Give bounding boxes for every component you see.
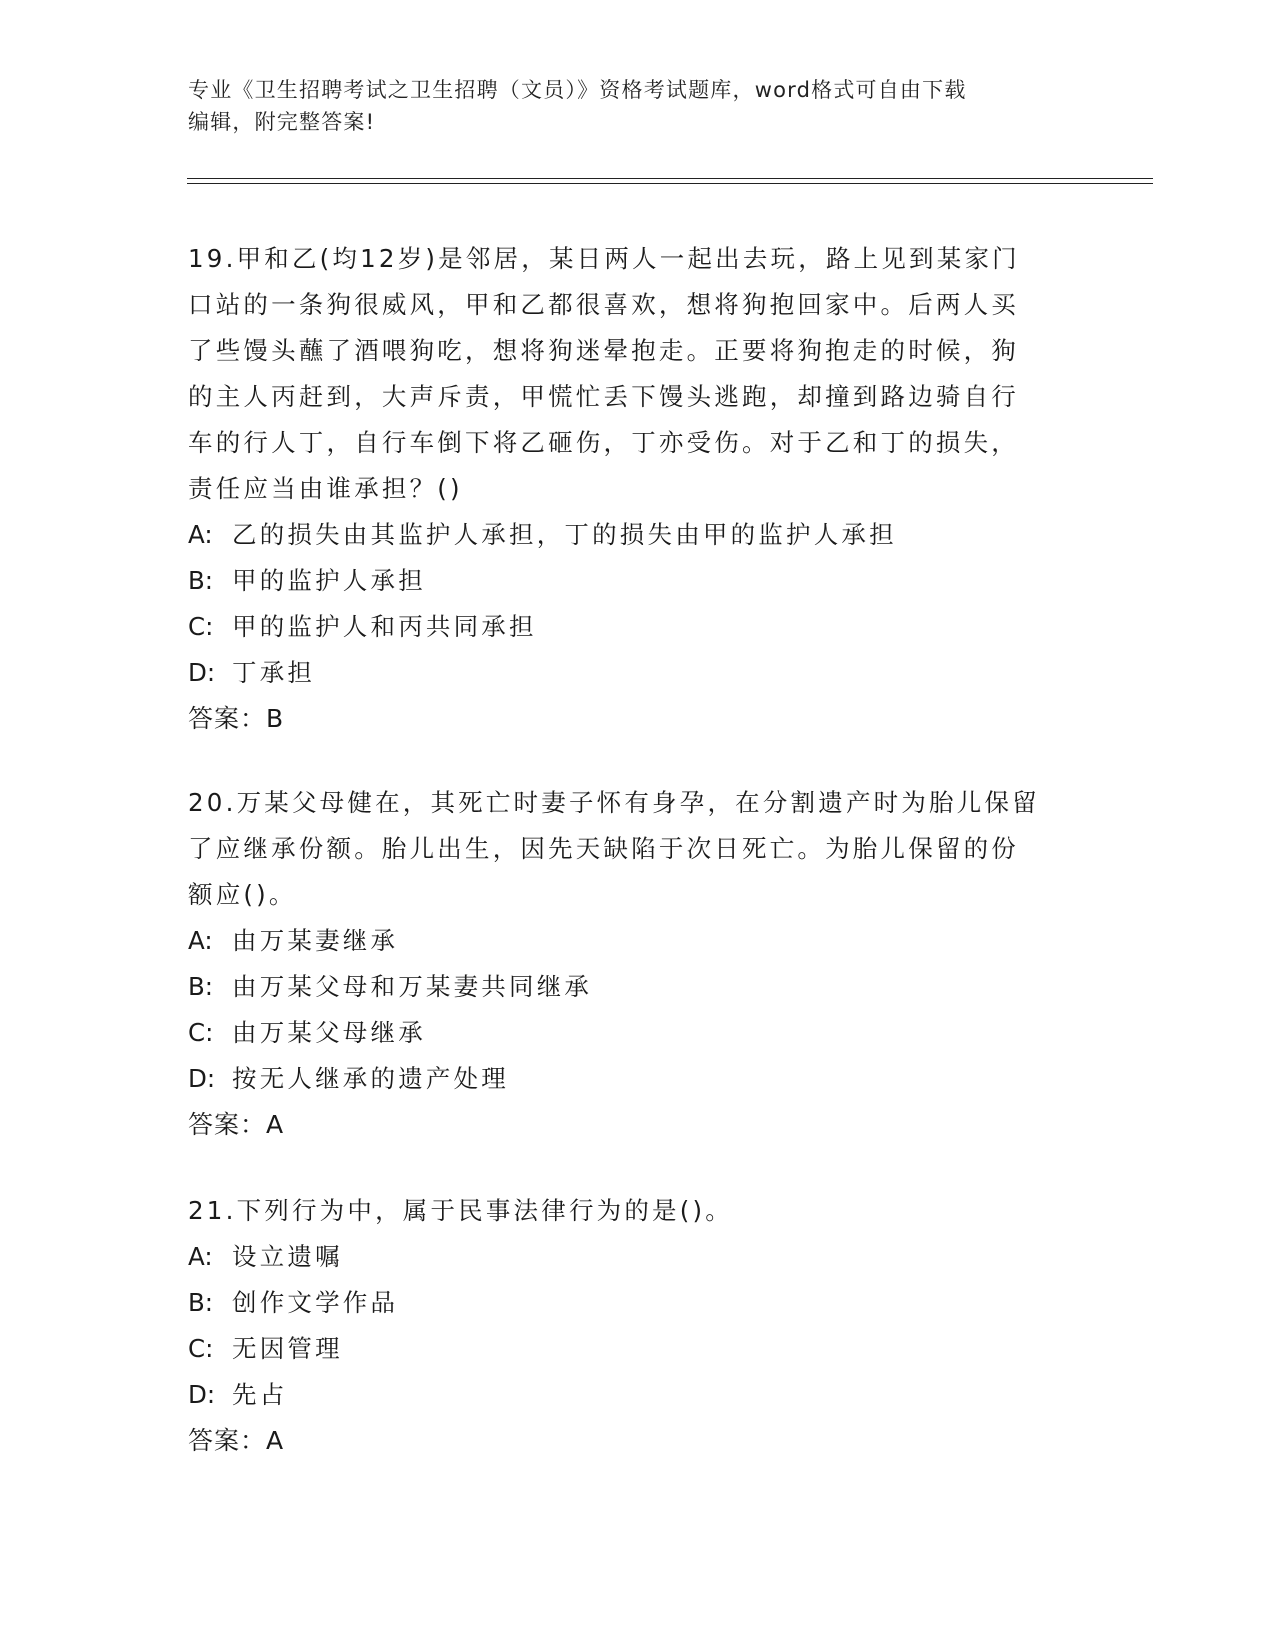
option-text: 甲的监护人和丙共同承担: [232, 612, 537, 641]
option-d: [188, 1056, 1088, 1102]
answer: 答案：A: [188, 1110, 285, 1139]
stem-line: 车的行人丁，自行车倒下将乙砸伤，丁亦受伤。对于乙和丁的损失，: [188, 428, 1019, 457]
option-letter: A:: [188, 926, 213, 955]
option-b: [188, 1280, 1088, 1326]
option-c: [188, 1010, 1088, 1056]
option-text: 由万某父母和万某妻共同继承: [232, 972, 593, 1001]
option-letter: D:: [188, 1064, 216, 1093]
option-d: [188, 1372, 1088, 1418]
stem-line: 的主人丙赶到，大声斥责，甲慌忙丢下馒头逃跑，却撞到路边骑自行: [188, 382, 1019, 411]
stem-line: 19.甲和乙(均12岁)是邻居，某日两人一起出去玩，路上见到某家门: [188, 244, 1020, 273]
option-text: 丁承担: [232, 658, 316, 687]
option-letter: B:: [188, 566, 214, 595]
option-b: [188, 964, 1088, 1010]
option-letter: D:: [188, 1380, 216, 1409]
header-line-2: 编辑，附完整答案!: [188, 110, 376, 134]
option-a: [188, 1234, 1088, 1280]
option-text: 乙的损失由其监护人承担，丁的损失由甲的监护人承担: [232, 520, 897, 549]
question-20: [188, 780, 1088, 1148]
option-letter: A:: [188, 520, 213, 549]
option-c: [188, 1326, 1088, 1372]
stem-line: 21.下列行为中，属于民事法律行为的是()。: [188, 1196, 733, 1225]
option-text: 设立遗嘱: [232, 1242, 343, 1271]
option-letter: B:: [188, 972, 214, 1001]
document-header: [188, 74, 1088, 138]
option-b: [188, 558, 1088, 604]
option-letter: D:: [188, 658, 216, 687]
answer: 答案：A: [188, 1426, 285, 1455]
stem-line: 额应()。: [188, 880, 297, 909]
option-letter: C:: [188, 1018, 214, 1047]
header-divider-top: [187, 178, 1153, 179]
option-letter: A:: [188, 1242, 213, 1271]
option-letter: B:: [188, 1288, 214, 1317]
option-c: [188, 604, 1088, 650]
question-stem: [188, 780, 1088, 918]
answer: 答案：B: [188, 704, 285, 733]
stem-line: 责任应当由谁承担？(): [188, 474, 463, 503]
stem-line: 了些馒头蘸了酒喂狗吃，想将狗迷晕抱走。正要将狗抱走的时候，狗: [188, 336, 1019, 365]
option-text: 先占: [232, 1380, 288, 1409]
option-a: [188, 918, 1088, 964]
question-21: [188, 1188, 1088, 1464]
stem-line: 了应继承份额。胎儿出生，因先天缺陷于次日死亡。为胎儿保留的份: [188, 834, 1019, 863]
option-text: 无因管理: [232, 1334, 343, 1363]
header-line-1: 专业《卫生招聘考试之卫生招聘（文员）》资格考试题库，word格式可自由下载: [188, 78, 967, 102]
option-a: [188, 512, 1088, 558]
option-text: 创作文学作品: [232, 1288, 399, 1317]
option-letter: C:: [188, 1334, 214, 1363]
header-divider-bottom: [187, 183, 1153, 184]
option-letter: C:: [188, 612, 214, 641]
option-d: [188, 650, 1088, 696]
question-stem: [188, 1188, 1088, 1234]
option-text: 甲的监护人承担: [232, 566, 426, 595]
option-text: 按无人继承的遗产处理: [232, 1064, 509, 1093]
stem-line: 20.万某父母健在，其死亡时妻子怀有身孕，在分割遗产时为胎儿保留: [188, 788, 1040, 817]
question-stem: [188, 236, 1088, 512]
option-text: 由万某妻继承: [232, 926, 399, 955]
option-text: 由万某父母继承: [232, 1018, 426, 1047]
stem-line: 口站的一条狗很威风，甲和乙都很喜欢，想将狗抱回家中。后两人买: [188, 290, 1019, 319]
question-19: [188, 236, 1088, 742]
